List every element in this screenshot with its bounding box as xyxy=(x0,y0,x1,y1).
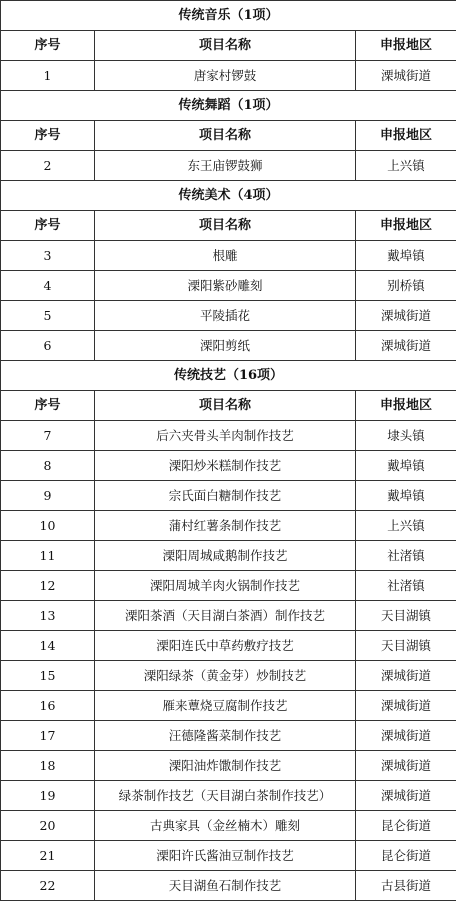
column-header-name: 项目名称 xyxy=(95,391,356,421)
region-name: 上兴镇 xyxy=(356,151,456,181)
column-header-no: 序号 xyxy=(1,391,95,421)
row-number: 19 xyxy=(1,781,95,811)
table-row xyxy=(1,841,456,871)
row-number: 5 xyxy=(1,301,95,331)
project-name: 溧阳剪纸 xyxy=(95,331,356,361)
project-name: 溧阳连氏中草药敷疗技艺 xyxy=(95,631,356,661)
project-name: 溧阳许氏酱油豆制作技艺 xyxy=(95,841,356,871)
column-header-region: 申报地区 xyxy=(356,121,456,151)
column-header-no: 序号 xyxy=(1,211,95,241)
column-header-row xyxy=(1,121,456,151)
row-number: 22 xyxy=(1,871,95,901)
table-row xyxy=(1,721,456,751)
column-header-row xyxy=(1,31,456,61)
project-name: 溧阳紫砂雕刻 xyxy=(95,271,356,301)
section-title: 传统美术（4项） xyxy=(1,181,456,211)
table-row xyxy=(1,241,456,271)
region-name: 昆仑街道 xyxy=(356,841,456,871)
table-row xyxy=(1,811,456,841)
column-header-name: 项目名称 xyxy=(95,121,356,151)
table-row xyxy=(1,511,456,541)
region-name: 溧城街道 xyxy=(356,691,456,721)
section-title: 传统技艺（16项） xyxy=(1,361,456,391)
row-number: 8 xyxy=(1,451,95,481)
project-name: 蒲村红薯条制作技艺 xyxy=(95,511,356,541)
region-name: 上兴镇 xyxy=(356,511,456,541)
table-row xyxy=(1,601,456,631)
region-name: 溧城街道 xyxy=(356,301,456,331)
project-name: 根雕 xyxy=(95,241,356,271)
region-name: 社渚镇 xyxy=(356,571,456,601)
region-name: 溧城街道 xyxy=(356,331,456,361)
table-row xyxy=(1,571,456,601)
row-number: 2 xyxy=(1,151,95,181)
column-header-name: 项目名称 xyxy=(95,31,356,61)
column-header-region: 申报地区 xyxy=(356,391,456,421)
row-number: 1 xyxy=(1,61,95,91)
row-number: 10 xyxy=(1,511,95,541)
row-number: 13 xyxy=(1,601,95,631)
row-number: 21 xyxy=(1,841,95,871)
region-name: 戴埠镇 xyxy=(356,451,456,481)
column-header-row xyxy=(1,391,456,421)
project-name: 溧阳绿茶（黄金芽）炒制技艺 xyxy=(95,661,356,691)
project-name: 溧阳周城咸鹅制作技艺 xyxy=(95,541,356,571)
row-number: 6 xyxy=(1,331,95,361)
table-row xyxy=(1,61,456,91)
section-title-row xyxy=(1,1,456,31)
region-name: 戴埠镇 xyxy=(356,481,456,511)
region-name: 天目湖镇 xyxy=(356,631,456,661)
table-row xyxy=(1,871,456,901)
table-row xyxy=(1,331,456,361)
project-name: 溧阳炒米糕制作技艺 xyxy=(95,451,356,481)
column-header-no: 序号 xyxy=(1,121,95,151)
table-row xyxy=(1,541,456,571)
section-title-row xyxy=(1,91,456,121)
row-number: 11 xyxy=(1,541,95,571)
table-row xyxy=(1,301,456,331)
section-title: 传统舞蹈（1项） xyxy=(1,91,456,121)
row-number: 15 xyxy=(1,661,95,691)
region-name: 古县街道 xyxy=(356,871,456,901)
region-name: 天目湖镇 xyxy=(356,601,456,631)
table-row xyxy=(1,781,456,811)
row-number: 12 xyxy=(1,571,95,601)
table-row xyxy=(1,271,456,301)
column-header-region: 申报地区 xyxy=(356,211,456,241)
project-name: 溧阳油炸馓制作技艺 xyxy=(95,751,356,781)
region-name: 戴埠镇 xyxy=(356,241,456,271)
project-name: 唐家村锣鼓 xyxy=(95,61,356,91)
project-name: 天目湖鱼石制作技艺 xyxy=(95,871,356,901)
region-name: 溧城街道 xyxy=(356,781,456,811)
table-row xyxy=(1,751,456,781)
table-row xyxy=(1,151,456,181)
column-header-name: 项目名称 xyxy=(95,211,356,241)
region-name: 社渚镇 xyxy=(356,541,456,571)
project-name: 后六夹骨头羊肉制作技艺 xyxy=(95,421,356,451)
region-name: 昆仑街道 xyxy=(356,811,456,841)
table-row xyxy=(1,631,456,661)
heritage-table-body xyxy=(1,1,456,901)
region-name: 埭头镇 xyxy=(356,421,456,451)
region-name: 溧城街道 xyxy=(356,61,456,91)
project-name: 汪德隆酱菜制作技艺 xyxy=(95,721,356,751)
table-row xyxy=(1,691,456,721)
column-header-no: 序号 xyxy=(1,31,95,61)
project-name: 古典家具（金丝楠木）雕刻 xyxy=(95,811,356,841)
table-row xyxy=(1,421,456,451)
region-name: 溧城街道 xyxy=(356,751,456,781)
project-name: 东王庙锣鼓狮 xyxy=(95,151,356,181)
section-title: 传统音乐（1项） xyxy=(1,1,456,31)
project-name: 绿茶制作技艺（天目湖白茶制作技艺） xyxy=(95,781,356,811)
row-number: 9 xyxy=(1,481,95,511)
table-row xyxy=(1,661,456,691)
row-number: 7 xyxy=(1,421,95,451)
column-header-region: 申报地区 xyxy=(356,31,456,61)
section-title-row xyxy=(1,361,456,391)
project-name: 平陵插花 xyxy=(95,301,356,331)
row-number: 14 xyxy=(1,631,95,661)
project-name: 溧阳茶酒（天目湖白茶酒）制作技艺 xyxy=(95,601,356,631)
table-row xyxy=(1,451,456,481)
table-row xyxy=(1,481,456,511)
project-name: 宗氏面白糖制作技艺 xyxy=(95,481,356,511)
region-name: 溧城街道 xyxy=(356,661,456,691)
row-number: 20 xyxy=(1,811,95,841)
project-name: 溧阳周城羊肉火锅制作技艺 xyxy=(95,571,356,601)
section-title-row xyxy=(1,181,456,211)
row-number: 18 xyxy=(1,751,95,781)
region-name: 别桥镇 xyxy=(356,271,456,301)
row-number: 3 xyxy=(1,241,95,271)
column-header-row xyxy=(1,211,456,241)
row-number: 17 xyxy=(1,721,95,751)
project-name: 雁来蕈烧豆腐制作技艺 xyxy=(95,691,356,721)
row-number: 16 xyxy=(1,691,95,721)
row-number: 4 xyxy=(1,271,95,301)
region-name: 溧城街道 xyxy=(356,721,456,751)
